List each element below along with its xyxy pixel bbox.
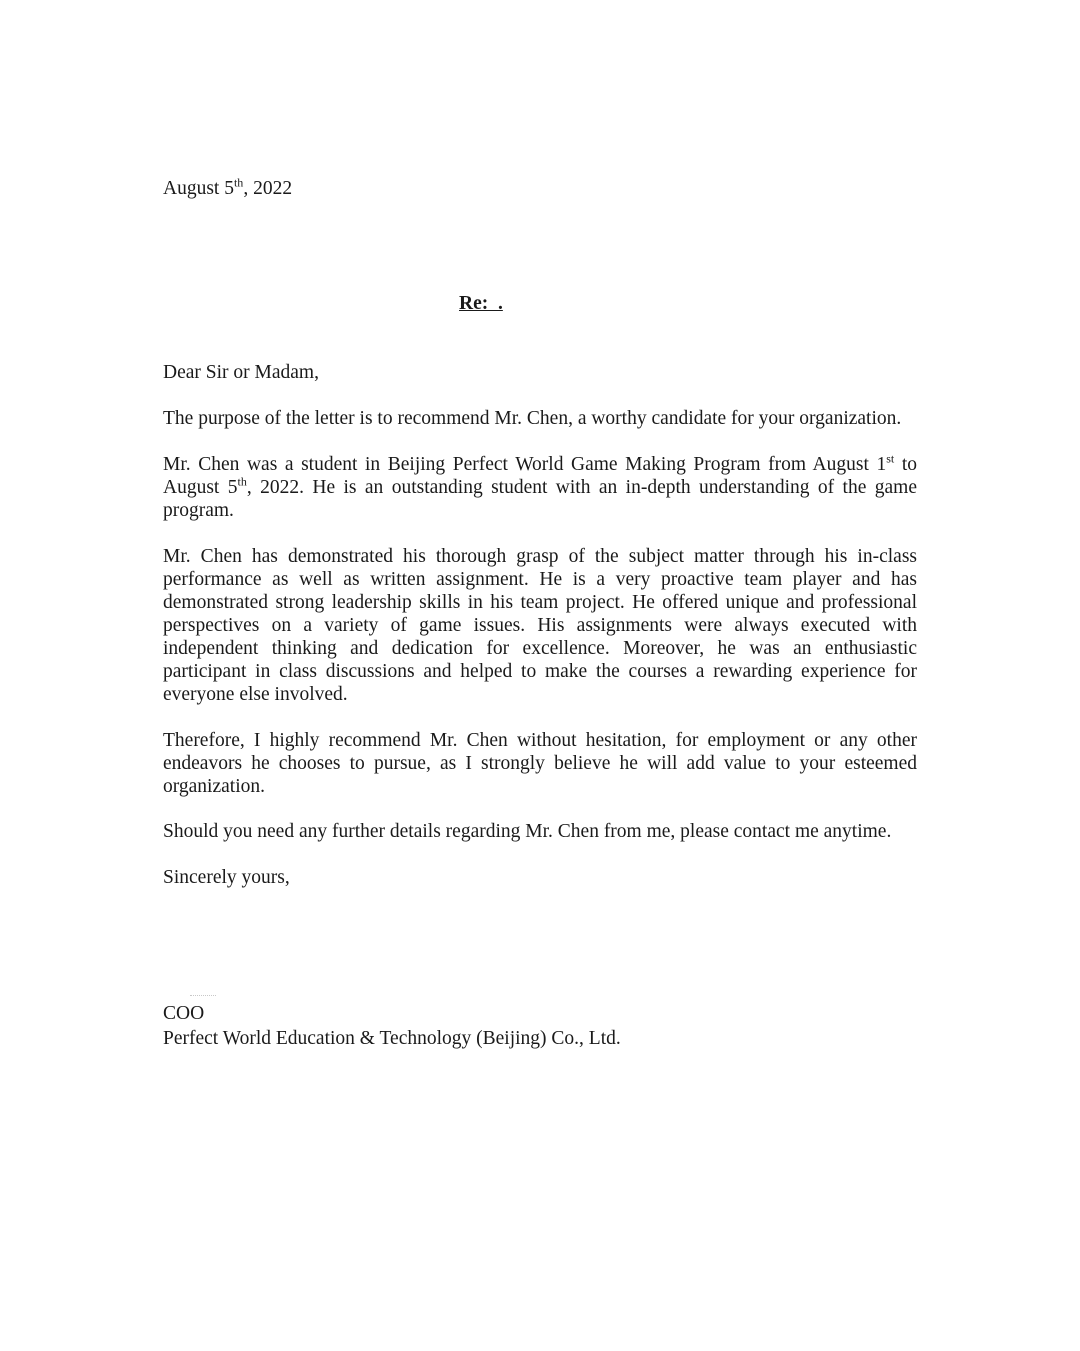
closing: Sincerely yours, [163,867,290,888]
paragraph-recommendation: Therefore, I highly recommend Mr. Chen without hesitation, for employment or any other endeavors he chooses to pursue, as I strongly believe he will add value to your esteemed organization. [163,730,917,797]
paragraph-program [163,453,917,522]
program-text-2: to August 5 [163,454,917,498]
company-name: Perfect World Education & Technology (Beijing) Co., Ltd. [163,1028,621,1049]
subject-line: Re: . [459,293,503,314]
letter-date [163,177,917,200]
program-text-3: , 2022. He is an outstanding student with an in-depth understanding of the game program. [163,477,917,521]
paragraph-contact: Should you need any further details regarding Mr. Chen from me, please contact me anytime. [163,821,892,842]
signature-mark [190,995,216,998]
date-year: , 2022 [243,178,293,199]
date-ordinal: th [233,175,244,190]
program-ordinal-1: st [886,451,895,466]
paragraph-performance: Mr. Chen has demonstrated his thorough grasp of the subject matter through his in-class performance as well as written assignment. He is a very proactive team player and has demonstrated strong leadership skills in his team project. He offered unique and professional perspectives on a variety of game issues. His assignments were always executed with independent thinking and dedication for excellence. Moreover, he was an enthusiastic participant in class discussions and helped to make the courses a rewarding experience for everyone else involved. [163,546,917,705]
program-text-1: Mr. Chen was a student in Beijing Perfect World Game Making Program from August 1 [163,454,887,475]
signer-title: COO [163,1003,205,1024]
program-ordinal-2: th [237,474,247,489]
date-text: August 5 [163,178,234,199]
salutation: Dear Sir or Madam, [163,362,319,383]
paragraph-purpose: The purpose of the letter is to recommend Mr. Chen, a worthy candidate for your organization. [163,408,902,429]
